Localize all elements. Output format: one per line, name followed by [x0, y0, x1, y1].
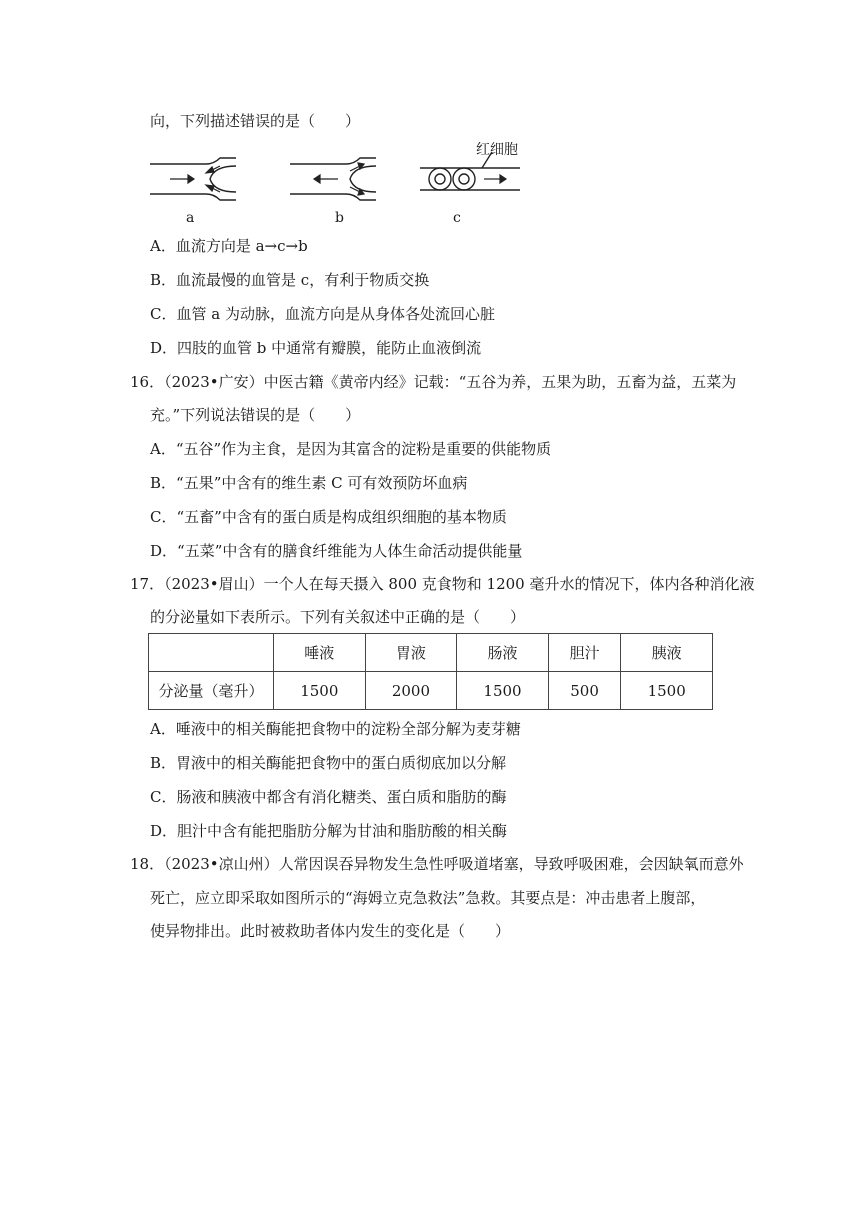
- q17-option-a: A．唾液中的相关酶能把食物中的淀粉全部分解为麦芽糖: [150, 720, 521, 738]
- q15-option-c: C．血管 a 为动脉，血流方向是从身体各处流回心脏: [150, 305, 495, 323]
- table-cell: 2000: [365, 672, 457, 710]
- q16-option-a: A．“五谷”作为主食，是因为其富含的淀粉是重要的供能物质: [150, 440, 552, 458]
- q18-stem-line3: 使异物排出。此时被救助者体内发生的变化是（ ）: [150, 922, 511, 940]
- table-header-cell: 肠液: [457, 634, 549, 672]
- table-header-cell: 胃液: [365, 634, 457, 672]
- table-cell: 1500: [621, 672, 713, 710]
- table-cell: 500: [548, 672, 621, 710]
- label-a: a: [186, 210, 195, 226]
- table-header-cell: 胆汁: [548, 634, 621, 672]
- q17-option-d: D．胆汁中含有能把脂肪分解为甘油和脂肪酸的相关酶: [150, 822, 508, 840]
- blood-vessel-figure: [148, 140, 548, 232]
- label-b: b: [335, 210, 344, 226]
- q18-stem-line2: 死亡，应立即采取如图所示的“海姆立克急救法”急救。其要点是：冲击患者上腹部，: [150, 889, 706, 907]
- q15-option-a: A．血流方向是 a→c→b: [150, 237, 308, 255]
- q15-option-d: D．四肢的血管 b 中通常有瓣膜，能防止血液倒流: [150, 339, 482, 357]
- table-cell: 1500: [274, 672, 366, 710]
- q17-stem-line1: 17．（2023•眉山）一个人在每天摄入 800 克食物和 1200 毫升水的情况下，体内各种消化液: [130, 575, 755, 593]
- q16-stem-line1: 16．（2023•广安）中医古籍《黄帝内经》记载：“五谷为养，五果为助，五畜为益，五菜为: [130, 373, 737, 391]
- table-cell: 1500: [457, 672, 549, 710]
- table-header-cell: 唾液: [274, 634, 366, 672]
- label-c: c: [453, 210, 461, 226]
- q16-stem-line2: 充。”下列说法错误的是（ ）: [150, 406, 361, 424]
- q16-option-c: C．“五畜”中含有的蛋白质是构成组织细胞的基本物质: [150, 508, 507, 526]
- q15-option-b: B．血流最慢的血管是 c，有利于物质交换: [150, 271, 430, 289]
- q18-stem-line1: 18．（2023•凉山州）人常因误吞异物发生急性呼吸道堵塞，导致呼吸困难，会因缺氧而意外: [130, 855, 744, 873]
- table-header-cell: [149, 634, 274, 672]
- label-red-blood-cell: 红细胞: [476, 142, 518, 158]
- q17-stem-line2: 的分泌量如下表所示。下列有关叙述中正确的是（ ）: [150, 608, 526, 626]
- table-header-cell: 胰液: [621, 634, 713, 672]
- table-row: [149, 672, 713, 710]
- q16-option-d: D．“五菜”中含有的膳食纤维能为人体生命活动提供能量: [150, 542, 523, 560]
- q17-option-c: C．肠液和胰液中都含有消化糖类、蛋白质和脂肪的酶: [150, 788, 507, 806]
- q16-option-b: B．“五果”中含有的维生素 C 可有效预防坏血病: [150, 474, 468, 492]
- q15-stem: 向，下列描述错误的是（ ）: [150, 112, 361, 130]
- table-header-row: [149, 634, 713, 672]
- q17-option-b: B．胃液中的相关酶能把食物中的蛋白质彻底加以分解: [150, 754, 507, 772]
- secretion-table: [148, 633, 713, 710]
- table-cell: 分泌量（毫升）: [149, 672, 274, 710]
